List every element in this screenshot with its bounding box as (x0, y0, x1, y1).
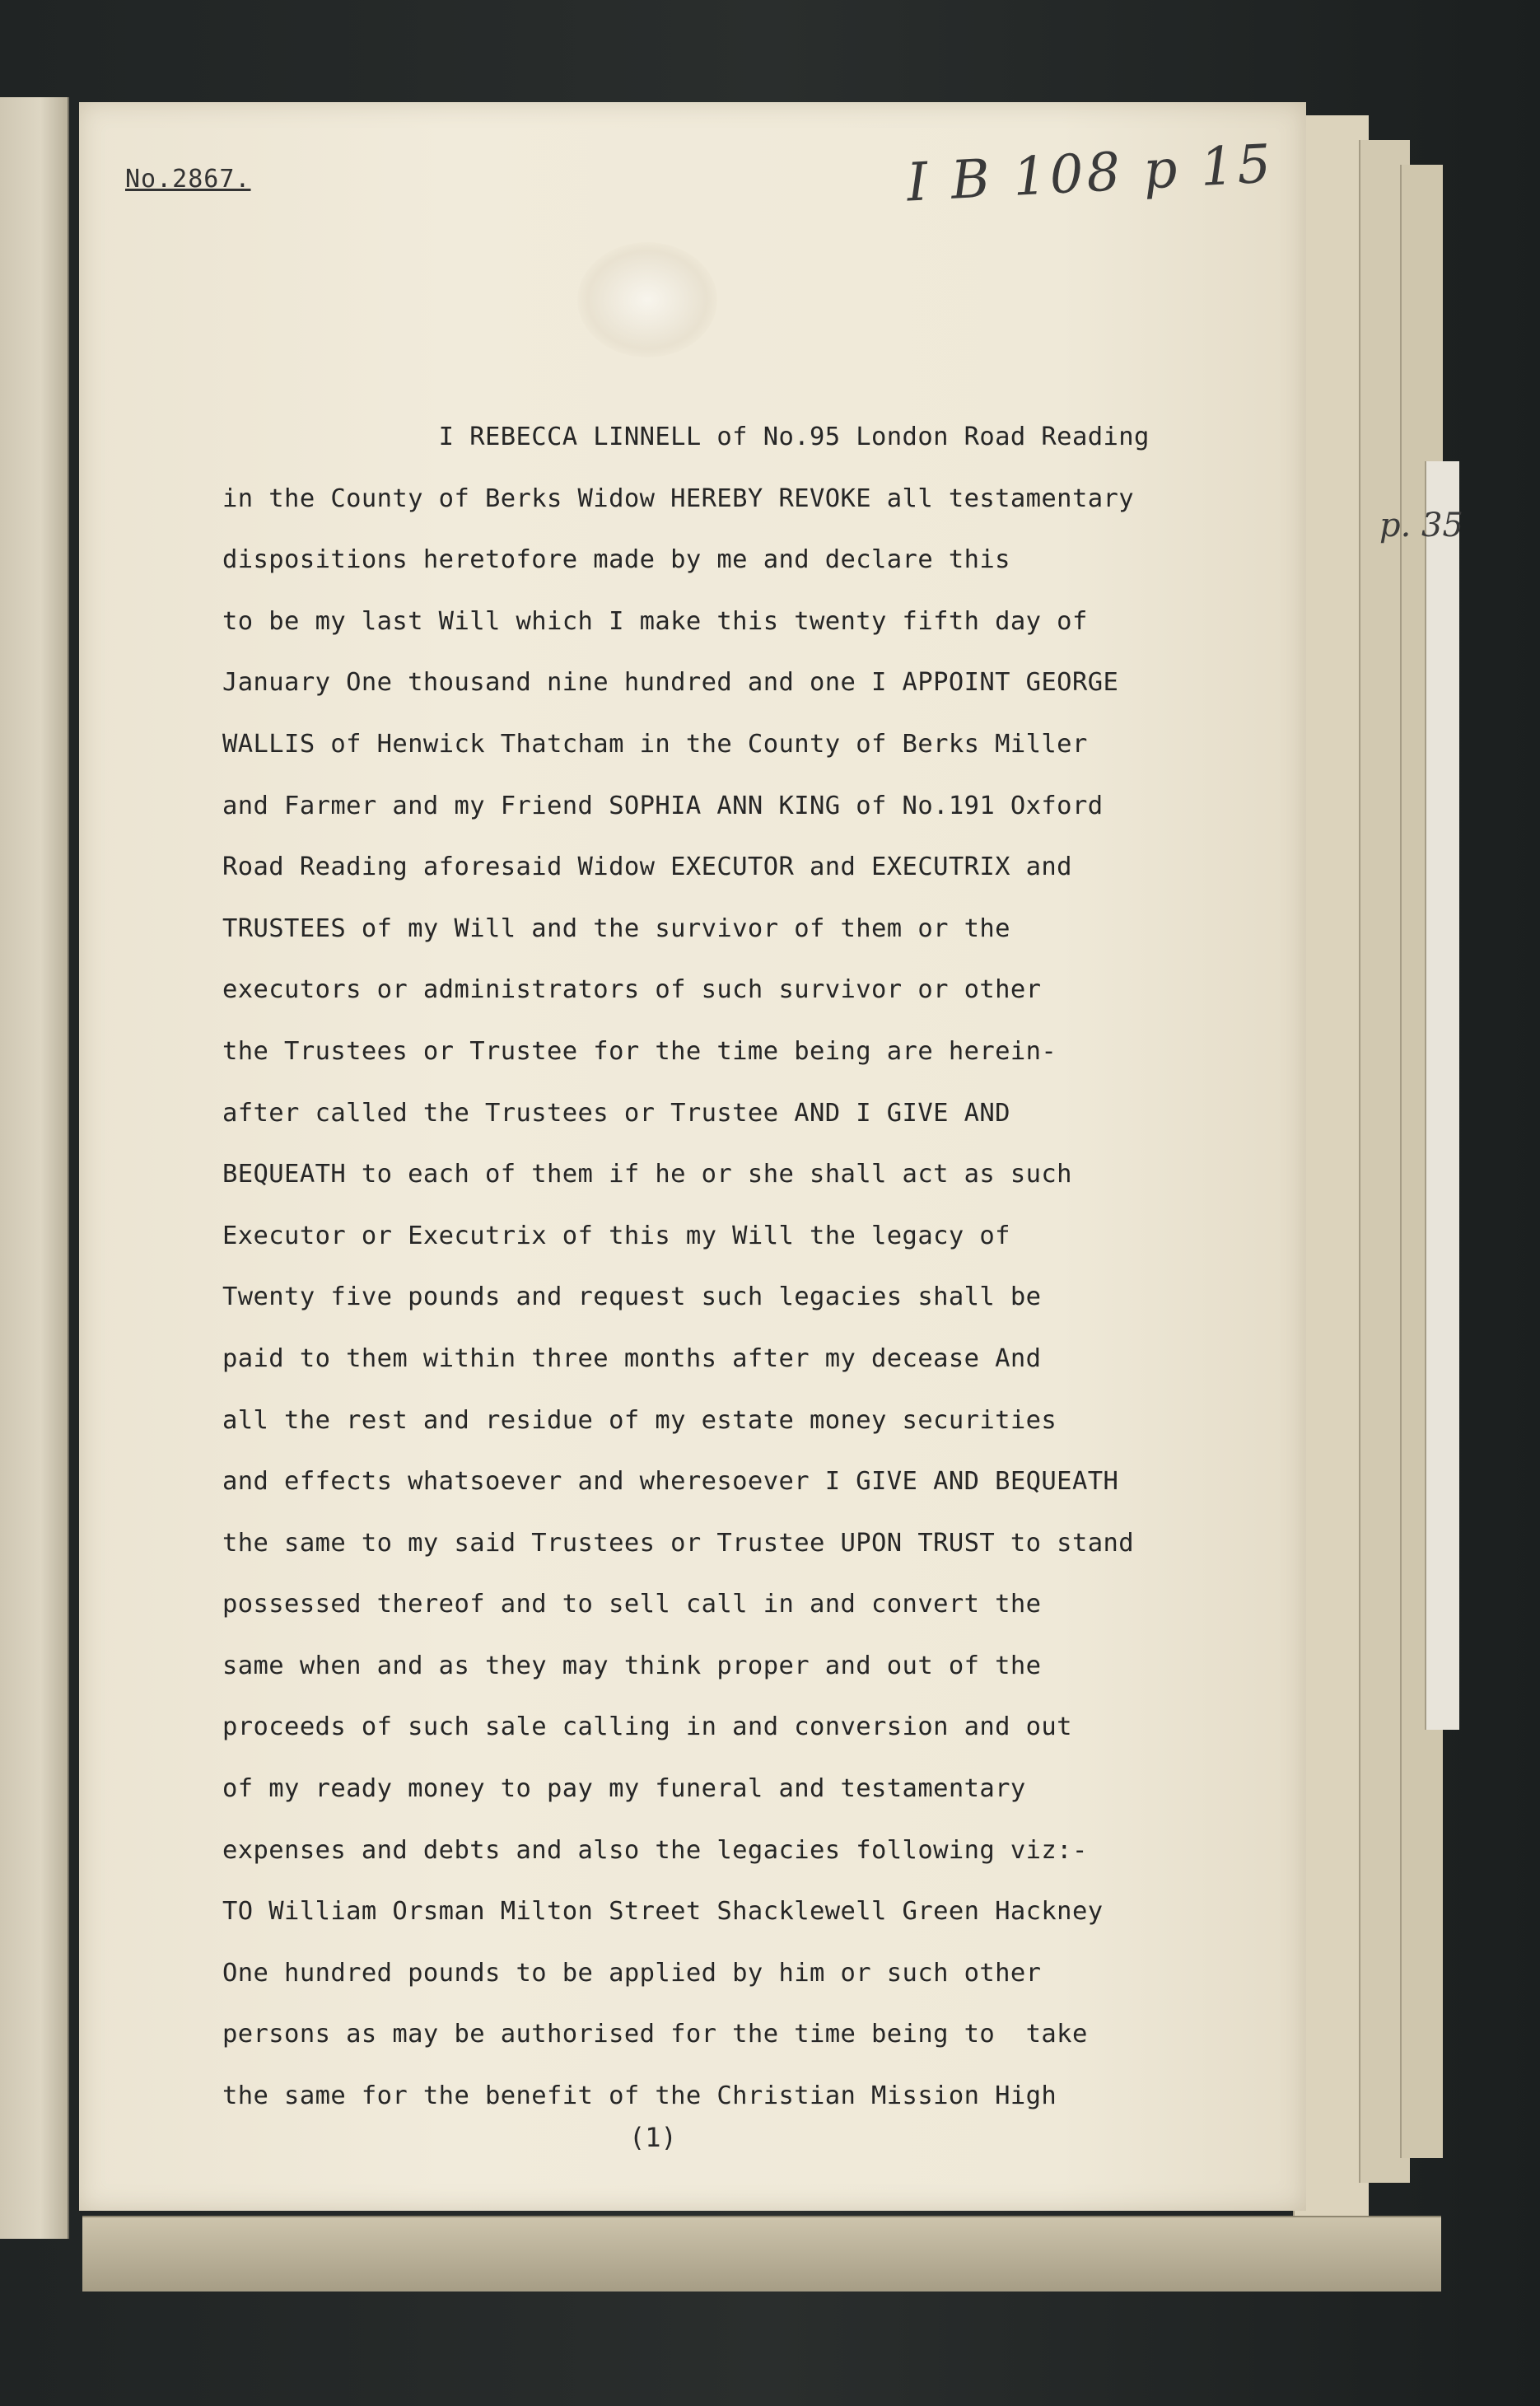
text-line: TO William Orsman Milton Street Shacklewell Green Hackney (222, 1897, 1104, 1927)
will-page (79, 102, 1306, 2211)
text-line: TRUSTEES of my Will and the survivor of them or the (222, 913, 1010, 943)
text-line: possessed thereof and to sell call in and convert the (222, 1590, 1042, 1619)
text-line: proceeds of such sale calling in and conversion and out (222, 1712, 1072, 1742)
text-line: expenses and debts and also the legacies following viz:- (222, 1835, 1088, 1865)
page-number: (1) (629, 2122, 677, 2153)
text-line: and effects whatsoever and wheresoever I GIVE AND BEQUEATH (222, 1467, 1119, 1497)
archive-reference: I B 108 p 15 (905, 133, 1276, 214)
text-line: all the rest and residue of my estate money securities (222, 1405, 1057, 1435)
will-text (222, 407, 1260, 2128)
text-line: the same for the benefit of the Christian Mission High (222, 2081, 1057, 2111)
text-line: same when and as they may think proper and out of the (222, 1651, 1042, 1680)
text-line: Road Reading aforesaid Widow EXECUTOR and EXECUTRIX and (222, 853, 1072, 882)
text-line: of my ready money to pay my funeral and testamentary (222, 1774, 1026, 1804)
document-number: No.2867. (125, 165, 251, 194)
text-line: BEQUEATH to each of them if he or she shall act as such (222, 1160, 1072, 1189)
embossed-seal (577, 242, 717, 357)
text-line: January One thousand nine hundred and one I APPOINT GEORGE (222, 668, 1119, 698)
text-line: I REBECCA LINNELL of No.95 London Road Reading (222, 423, 1150, 451)
text-line: paid to them within three months after my decease And (222, 1343, 1042, 1373)
text-line: WALLIS of Henwick Thatcham in the County of Berks Miller (222, 729, 1088, 759)
page-bottom-edges (82, 2216, 1441, 2292)
side-page-note: p. 35 (1379, 507, 1463, 544)
text-line: One hundred pounds to be applied by him or such other (222, 1958, 1042, 1988)
text-line: and Farmer and my Friend SOPHIA ANN KING of No.191 Oxford (222, 791, 1104, 820)
text-line: to be my last Will which I make this twenty fifth day of (222, 606, 1088, 636)
text-line: the Trustees or Trustee for the time being are herein- (222, 1036, 1057, 1066)
previous-page-edge (0, 97, 69, 2239)
text-line: Twenty five pounds and request such legacies shall be (222, 1282, 1042, 1312)
text-line: in the County of Berks Widow HEREBY REVOKE all testamentary (222, 484, 1134, 513)
text-line: dispositions heretofore made by me and declare this (222, 545, 1010, 575)
text-line: executors or administrators of such survivor or other (222, 975, 1042, 1005)
text-line: persons as may be authorised for the time being to take (222, 2020, 1088, 2049)
text-line: the same to my said Trustees or Trustee UPON TRUST to stand (222, 1528, 1134, 1558)
text-line: Executor or Executrix of this my Will the legacy of (222, 1221, 1010, 1250)
inserted-slip-edge (1425, 461, 1459, 1730)
text-line: after called the Trustees or Trustee AND I GIVE AND (222, 1098, 1010, 1128)
